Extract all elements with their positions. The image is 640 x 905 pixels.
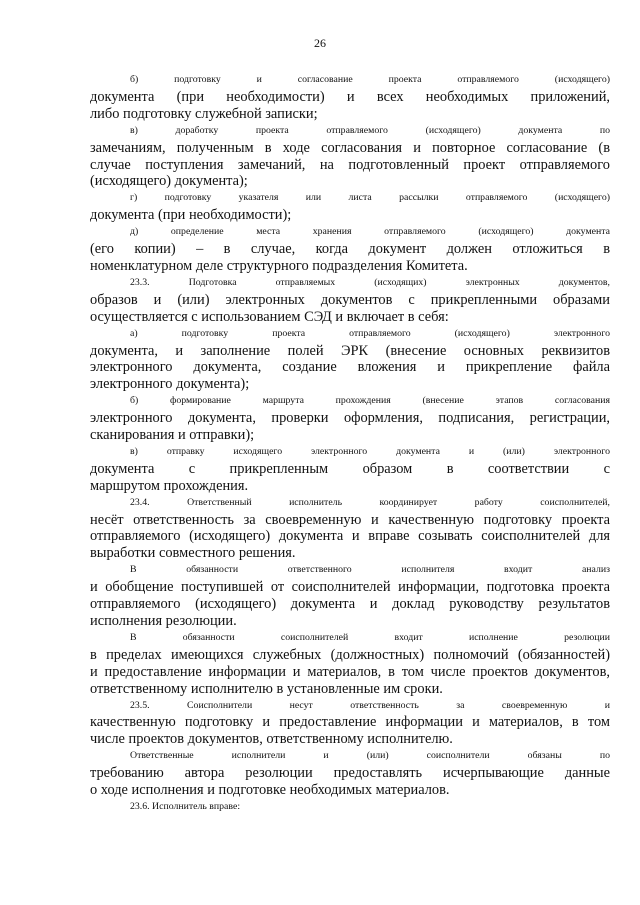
text-line: документа с прикрепленным образом в соответствии с <box>90 460 610 477</box>
text-line: (исходящего) документа); <box>90 173 248 190</box>
paragraph-p-obliged <box>90 748 610 799</box>
text-line: отправляемого (исходящего) документа и доклад руководству результатов <box>90 596 610 613</box>
text-line: а) подготовку проекта отправляемого (исходящего) электронного <box>130 327 610 339</box>
text-line: качественную подготовку и предоставление информации и материалов, в том <box>90 714 610 731</box>
text-line: и предоставление информации и материалов, в том числе проектов документов, <box>90 663 610 680</box>
paragraph-p-23-5 <box>90 698 610 749</box>
document-body <box>90 72 610 816</box>
text-line: либо подготовку служебной записки; <box>90 105 318 122</box>
paragraph-p-23-3 <box>90 275 610 326</box>
paragraph-p-a2 <box>90 326 610 394</box>
text-line: случае поступления замечаний, на подготовленный проект отправляемого <box>90 156 610 173</box>
page-number: 26 <box>314 36 326 50</box>
text-line: электронного документа, проверки оформления, подписания, регистрации, <box>90 410 610 427</box>
text-line: электронного документа, создание вложения и прикрепление файла <box>90 359 610 376</box>
text-line: д) определение места хранения отправляемого (исходящего) документа <box>130 226 610 238</box>
text-line: замечаниям, полученным в ходе согласования и повторное согласование (в <box>90 139 610 156</box>
text-line: электронного документа); <box>90 376 250 393</box>
text-line: 23.6. Исполнитель вправе: <box>130 800 241 812</box>
paragraph-p-23-4 <box>90 495 610 563</box>
text-line: о ходе исполнения и подготовке необходимых материалов. <box>90 782 450 799</box>
text-line: 23.4. Ответственный исполнитель координирует работу соисполнителей, <box>130 496 610 508</box>
text-line: б) формирование маршрута прохождения (внесение этапов согласования <box>130 395 610 407</box>
paragraph-p-v1 <box>90 123 610 191</box>
text-line: 23.5. Соисполнители несут ответственность за своевременную и <box>130 699 610 711</box>
paragraph-p-coresp <box>90 630 610 698</box>
text-line: исполнения резолюции. <box>90 613 237 629</box>
text-line: в пределах имеющихся служебных (должностных) полномочий (обязанностей) <box>90 646 610 663</box>
text-line: требованию автора резолюции предоставлять исчерпывающие данные <box>90 765 610 782</box>
text-line: сканирования и отправки); <box>90 427 255 444</box>
text-line: г) подготовку указателя или листа рассылки отправляемого (исходящего) <box>130 192 610 204</box>
text-line: 23.3. Подготовка отправляемых (исходящих) электронных документов, <box>130 276 610 288</box>
text-line: и обобщение поступившей от соисполнителей информации, подготовка проекта <box>90 579 610 596</box>
paragraph-p-b2 <box>90 393 610 444</box>
text-line: б) подготовку и согласование проекта отправляемого (исходящего) <box>130 74 610 85</box>
paragraph-p-23-6 <box>90 799 610 816</box>
text-line: отправляемого (исходящего) документа и вправе созывать соисполнителей для <box>90 528 610 545</box>
text-line: документа, и заполнение полей ЭРК (внесение основных реквизитов <box>90 342 610 359</box>
paragraph-p-d1 <box>90 224 610 275</box>
text-line: Ответственные исполнители и (или) соисполнители обязаны по <box>130 750 610 762</box>
text-line: ответственному исполнителю в установленные им сроки. <box>90 680 443 697</box>
text-line: номенклатурном деле структурного подразделения Комитета. <box>90 257 468 274</box>
text-line: В обязанности ответственного исполнителя входит анализ <box>130 564 610 576</box>
text-line: в) доработку проекта отправляемого (исходящего) документа по <box>130 124 610 136</box>
paragraph-p-g1 <box>90 190 610 224</box>
paragraph-p-resp <box>90 562 610 630</box>
text-line: В обязанности соисполнителей входит исполнение резолюции <box>130 631 610 643</box>
text-line: несёт ответственность за своевременную и качественную подготовку проекта <box>90 511 610 528</box>
text-line: в) отправку исходящего электронного документа и (или) электронного <box>130 445 610 457</box>
text-line: образов и (или) электронных документов с прикрепленными образами <box>90 291 610 308</box>
text-line: (его копии) – в случае, когда документ должен отложиться в <box>90 241 610 258</box>
text-line: осуществляется с использованием СЭД и включает в себя: <box>90 308 449 325</box>
text-line: документа (при необходимости) и всех необходимых приложений, <box>90 88 610 105</box>
text-line: выработки совместного решения. <box>90 545 296 562</box>
text-line: числе проектов документов, ответственному исполнителю. <box>90 731 453 748</box>
paragraph-p-v2 <box>90 444 610 495</box>
text-line: документа (при необходимости); <box>90 207 292 224</box>
text-line: маршрутом прохождения. <box>90 477 249 494</box>
paragraph-p-b1 <box>90 72 610 123</box>
